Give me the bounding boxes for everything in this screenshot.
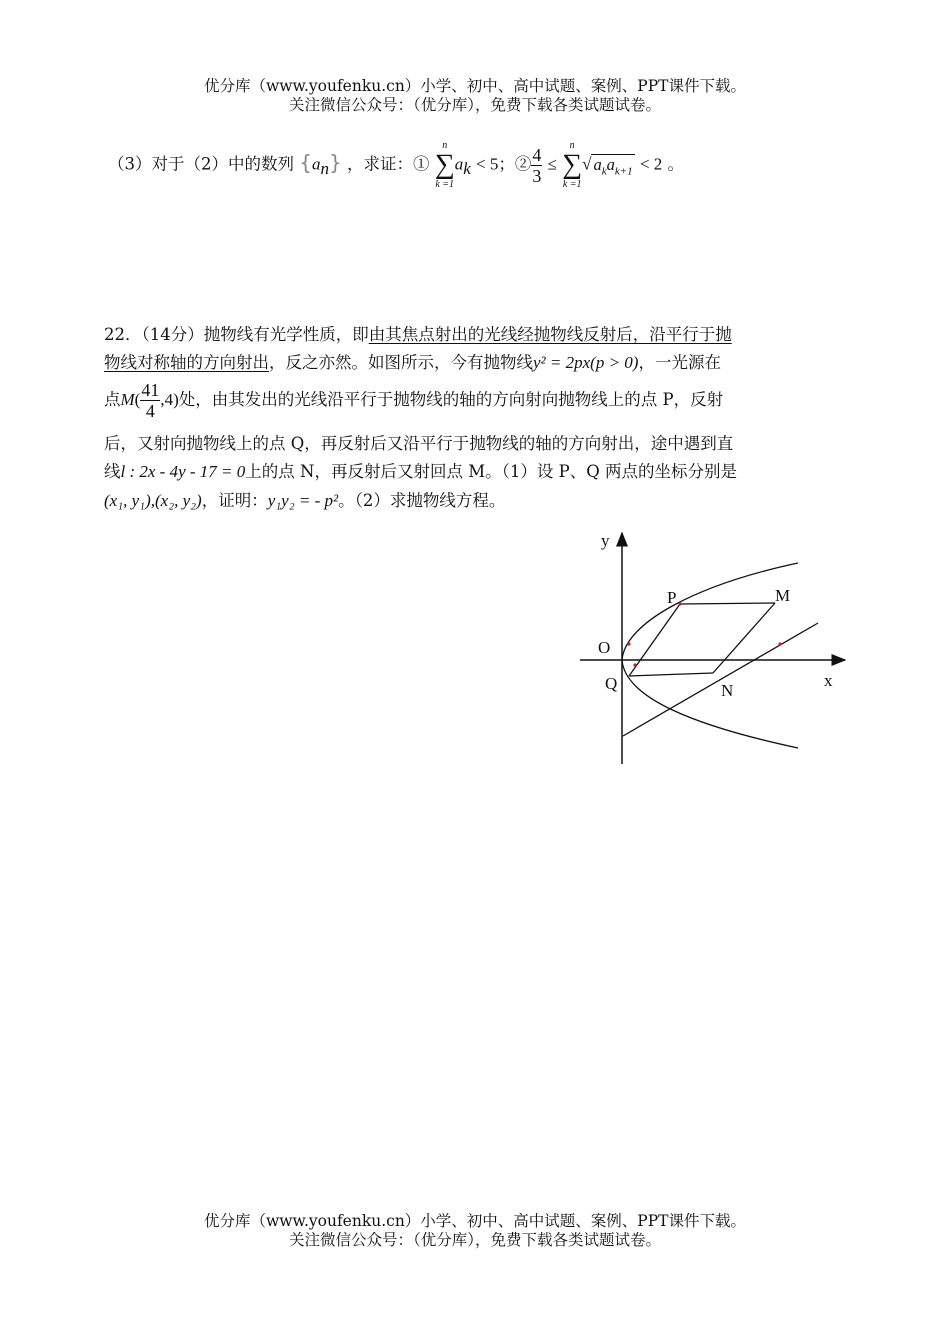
sum-2-upper: n <box>569 140 575 151</box>
q21-part3-mid: ，求证：① <box>346 154 430 174</box>
sqrt-sign: √ <box>582 154 592 174</box>
q22-line-2-tail: ，一光源在 <box>638 353 721 372</box>
fraction-4-3 <box>531 145 542 186</box>
q22-line-2-text: ，反之亦然。如图所示，今有抛物线 <box>269 353 533 372</box>
point-m-symbol: M <box>120 390 135 409</box>
q22-line-5 <box>104 458 737 482</box>
line-l <box>623 623 818 736</box>
term-a: a <box>454 154 464 174</box>
seq-subscript: n <box>320 158 329 178</box>
ray-q-to-n <box>629 673 713 676</box>
paren-open: ( <box>134 390 141 409</box>
proof-equation: y₁y₂ = - p² <box>267 491 339 510</box>
term-a-sub: k <box>463 158 471 178</box>
sqrt-s2: k+1 <box>614 164 633 177</box>
label-n: N <box>721 681 734 700</box>
m-x-den: 4 <box>145 401 155 421</box>
sum-1-lower: k =1 <box>435 179 455 190</box>
point-q-dot <box>633 663 636 666</box>
sum-2 <box>562 140 582 190</box>
label-q: Q <box>605 674 618 693</box>
ray-p-to-q <box>629 604 680 676</box>
left-brace: { <box>299 150 312 175</box>
footer-line-1: 优分库（www.youfenku.cn）小学、初中、高中试题、案例、PPT课件下载。 <box>203 1212 747 1230</box>
label-y: y <box>601 531 610 550</box>
label-p: P <box>667 588 677 607</box>
point-p-dot <box>678 602 681 605</box>
q22-line-3-text: 处，由其发出的光线沿平行于抛物线的轴的方向射向抛物线上的点 P，反射 <box>178 390 724 409</box>
q22-line-6-tail: 。（2）求抛物线方程。 <box>338 491 506 510</box>
m-x-num: 41 <box>141 380 160 400</box>
q22-line-3-prefix: 点 <box>104 390 121 409</box>
sum-1-upper: n <box>442 140 448 151</box>
parabola-figure <box>575 528 855 768</box>
header-line-2: 关注微信公众号：（优分库），免费下载各类试题试卷。 <box>288 96 661 114</box>
label-o: O <box>598 638 611 657</box>
ray-n-to-m <box>713 603 775 673</box>
ineq-2: < 2 <box>639 154 663 174</box>
q21-part3-prefix: （3）对于（2）中的数列 <box>108 154 294 174</box>
m-x-fraction <box>140 380 160 421</box>
line-equation: l : 2x - 4y - 17 = 0 <box>120 462 246 481</box>
sum-2-lower: k =1 <box>562 179 582 190</box>
sqrt-a1: a <box>593 154 602 174</box>
sqrt-s1: k <box>601 164 607 177</box>
q22-line-1 <box>104 321 732 345</box>
parabola-equation: y² = 2px(p > 0) <box>533 353 639 372</box>
sep: ；② <box>498 154 532 174</box>
q21-part3-end: 。 <box>667 154 685 174</box>
sqrt-body <box>591 154 634 177</box>
footer-line-2: 关注微信公众号：（优分库），免费下载各类试题试卷。 <box>288 1231 661 1249</box>
label-m: M <box>775 586 791 605</box>
line-dot <box>778 642 781 645</box>
seq-symbol: a <box>311 154 321 174</box>
q22-underlined-2: 物线对称轴的方向射出 <box>104 353 269 372</box>
q22-underlined-1: 由其焦点射出的光线经抛物线反射后，沿平行于抛 <box>368 325 732 344</box>
ray-m-to-p <box>680 603 775 604</box>
right-brace: } <box>328 150 342 175</box>
q22-line-5-prefix: 线 <box>104 462 121 481</box>
q22-line-2 <box>104 349 721 373</box>
label-x: x <box>824 671 833 690</box>
q22-line-3 <box>104 378 723 422</box>
ineq-1: < 5 <box>475 154 499 174</box>
q22-line-4: 后，又射向抛物线上的点 Q，再反射后又沿平行于抛物线的轴的方向射出，途中遇到直 <box>104 434 734 453</box>
le-sign: ≤ <box>547 154 557 174</box>
frac-den: 3 <box>532 165 542 186</box>
sigma-icon: ∑ <box>562 149 583 180</box>
parabola-curve <box>622 563 798 748</box>
sum-1 <box>435 140 455 190</box>
q22-intro: 22．（14分）抛物线有光学性质，即 <box>104 325 369 344</box>
page-header <box>0 77 950 115</box>
q22-line-6 <box>104 487 505 511</box>
q22-line-6-text: ，证明： <box>201 491 268 510</box>
frac-num: 4 <box>532 144 542 165</box>
q22-line-5-text: 上的点 N，再反射后又射回点 M。（1）设 P、Q 两点的坐标分别是 <box>245 462 737 481</box>
sigma-icon: ∑ <box>434 149 455 180</box>
focus-dot <box>627 642 630 645</box>
q21-part3 <box>108 140 684 193</box>
header-line-1: 优分库（www.youfenku.cn）小学、初中、高中试题、案例、PPT课件下载。 <box>203 77 747 95</box>
m-y: ,4) <box>160 390 179 409</box>
sqrt-a2: a <box>606 154 615 174</box>
page-footer <box>0 1212 950 1250</box>
pq-coordinates: (x₁, y₁),(x₂, y₂) <box>104 491 202 510</box>
